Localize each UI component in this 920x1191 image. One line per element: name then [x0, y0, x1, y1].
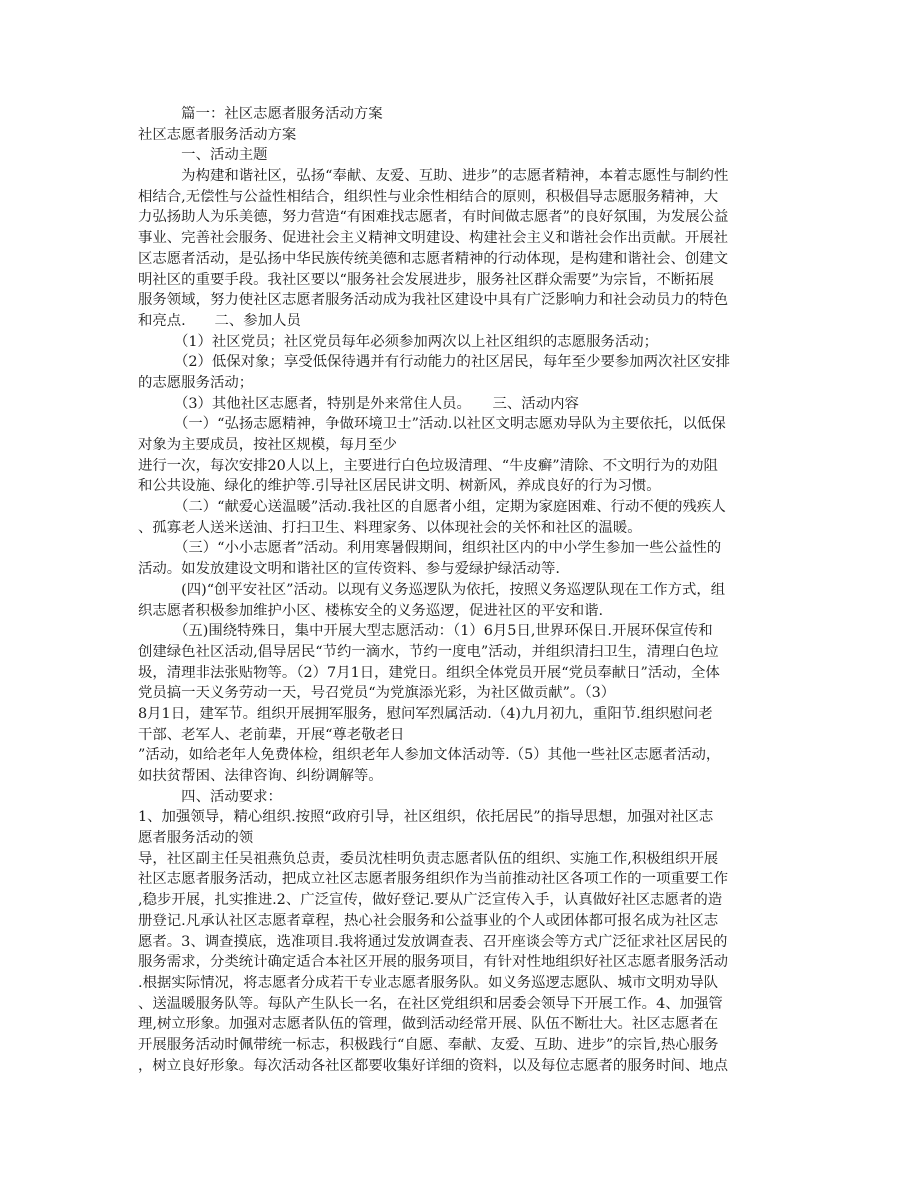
- text-line: 如扶贫帮困、法律咨询、纠纷调解等。: [138, 768, 383, 784]
- text-line: 干部、老军人、老前辈，开展“尊老敬老日: [138, 726, 405, 743]
- text-line: 党员搞一天义务劳动一天，号召党员“为党旗添光彩，为社区做贡献”。（3）: [138, 685, 616, 702]
- text-line: 相结合,无偿性与公益性相结合，组织性与业余性相结合的原则，积极倡导志愿服务精神，大: [138, 188, 719, 205]
- text-line: （二）“献爱心送温暖”活动.我社区的自愿者小组，定期为家庭困难、行动不便的残疾人: [138, 499, 726, 516]
- text-line: （3）其他社区志愿者，特别是外来常住人员。 三、活动内容: [138, 395, 579, 412]
- text-line: 理,树立形象。加强对志愿者队伍的管理，做到活动经常开展、队伍不断壮大。社区志愿者在: [138, 1016, 719, 1033]
- text-line: 愿者。3、调查摸底，选准项目.我将通过发放调查表、召开座谈会等方式广泛征求社区居民的: [138, 933, 728, 950]
- text-line: 册登记.凡承认社区志愿者章程，热心社会服务和公益事业的个人或团体都可报名成为社区志: [138, 912, 719, 929]
- text-line: 和亮点. 二、参加人员: [138, 312, 301, 329]
- text-line: 服务需求，分类统计确定适合本社区开展的服务项目，有针对性地组织好社区志愿者服务活动: [138, 954, 729, 971]
- text-line: 社区志愿者服务活动，把成立社区志愿者服务组织作为当前推动社区各项工作的一项重要工作: [138, 871, 729, 888]
- text-line: 明社区的重要手段。我社区要以“服务社会发展进步，服务社区群众需要”为宗旨，不断拓展: [138, 271, 714, 288]
- text-line: 四、活动要求：: [138, 788, 282, 805]
- text-line: （1）社区党员；社区党员每年必须参加两次以上社区组织的志愿服务活动；: [138, 333, 659, 350]
- text-line: 导，社区副主任吴祖燕负总责，委员沈桂明负责志愿者队伍的组织、实施工作,积极组织开展: [138, 850, 719, 867]
- text-line: （2）低保对象；享受低保待遇并有行动能力的社区居民，每年至少要参加两次社区安排: [138, 354, 730, 371]
- text-line: 一、活动主题: [138, 147, 268, 164]
- text-line: ，树立良好形象。每次活动各社区都要收集好详细的资料，以及每位志愿者的服务时间、地点: [138, 1057, 729, 1074]
- text-line: 区志愿者活动，是弘扬中华民族传统美德和志愿者精神的行动体现，是构建和谐社会、创建文: [138, 250, 729, 267]
- text-line: 活动。如发放建设文明和谐社区的宣传资料、参与爱绿护绿活动等.: [138, 561, 560, 578]
- text-line: 圾，清理非法张贴物等。（2）7月1日，建党日。组织全体党员开展“党员奉献日”活动，全体: [138, 664, 720, 681]
- text-line: 、孤寡老人送米送油、打扫卫生、料理家务、以体现社会的关怀和社区的温暖。: [138, 519, 642, 536]
- text-line: 力弘扬助人为乐美德，努力营造“有困难找志愿者，有时间做志愿者”的良好氛围，为发展公益: [138, 209, 729, 226]
- text-line: ”活动，如给老年人免费体检，组织老年人参加文体活动等.（5）其他一些社区志愿者活动，: [138, 747, 721, 764]
- text-line: 创建绿色社区活动,倡导居民“节约一滴水，节约一度电”活动，并组织清扫卫生，清理白色垃: [138, 643, 719, 660]
- text-line: 进行一次，每次安排20人以上，主要进行白色垃圾清理、“牛皮癣”清除、不文明行为的劝阻: [138, 457, 718, 474]
- text-line: 开展服务活动时佩带统一标志，积极践行“自愿、奉献、友爱、互助、进步”的宗旨,热心服务: [138, 1036, 719, 1053]
- text-line: .根据实际情况，将志愿者分成若干专业志愿者服务队。如义务巡逻志愿队、城市文明劝导队: [138, 974, 719, 991]
- text-line: 事业、完善社会服务、促进社会主义精神文明建设、构建社会主义和谐社会作出贡献。开展社: [138, 230, 729, 247]
- text-line: 为构建和谐社区，弘扬“奉献、友爱、互助、进步”的志愿者精神，本着志愿性与制约性: [138, 168, 729, 185]
- text-line: 服务领域，努力使社区志愿者服务活动成为我社区建设中具有广泛影响力和社会动员力的特色: [138, 292, 729, 309]
- text-line: 和公共设施、绿化的维护等.引导社区居民讲文明、树新风，养成良好的行为习惯。: [138, 478, 661, 495]
- text-line: 的志愿服务活动；: [138, 374, 254, 391]
- text-line: （三）“小小志愿者”活动。利用寒暑假期间，组织社区内的中小学生参加一些公益性的: [138, 540, 722, 557]
- text-line: 1、加强领导，精心组织.按照“政府引导，社区组织，依托居民”的指导思想，加强对社区志: [138, 809, 714, 826]
- text-line: 对象为主要成员，按社区规模，每月至少: [138, 437, 398, 453]
- document-body: [138, 104, 788, 1076]
- text-line: 、送温暖服务队等。每队产生队长一名，在社区党组织和居委会领导下开展工作。4、加强管: [138, 995, 723, 1012]
- text-line: 愿者服务活动的领: [138, 830, 254, 847]
- text-line: 8月1日，建军节。组织开展拥军服务，慰问军烈属活动.（4)九月初九，重阳节.组织慰问老: [138, 705, 713, 722]
- text-line: ,稳步开展，扎实推进.2、广泛宣传，做好登记.要从广泛宣传入手，认真做好社区志愿者的造: [138, 892, 723, 909]
- text-line: 社区志愿者服务活动方案: [138, 126, 297, 143]
- text-line: (四)“创平安社区”活动。以现有义务巡逻队为依托，按照义务巡逻队现在工作方式，组: [138, 581, 726, 598]
- text-line: （五)围绕特殊日，集中开展大型志愿活动：（1）6月5日,世界环保日.开展环保宣传和: [138, 623, 713, 640]
- text-line: 织志愿者积极参加维护小区、楼栋安全的义务巡逻，促进社区的平安和谐.: [138, 602, 604, 619]
- text-line: 篇一：社区志愿者服务活动方案: [138, 106, 383, 122]
- text-line: （一）“弘扬志愿精神，争做环境卫士”活动.以社区文明志愿劝导队为主要依托，以低保: [138, 416, 726, 433]
